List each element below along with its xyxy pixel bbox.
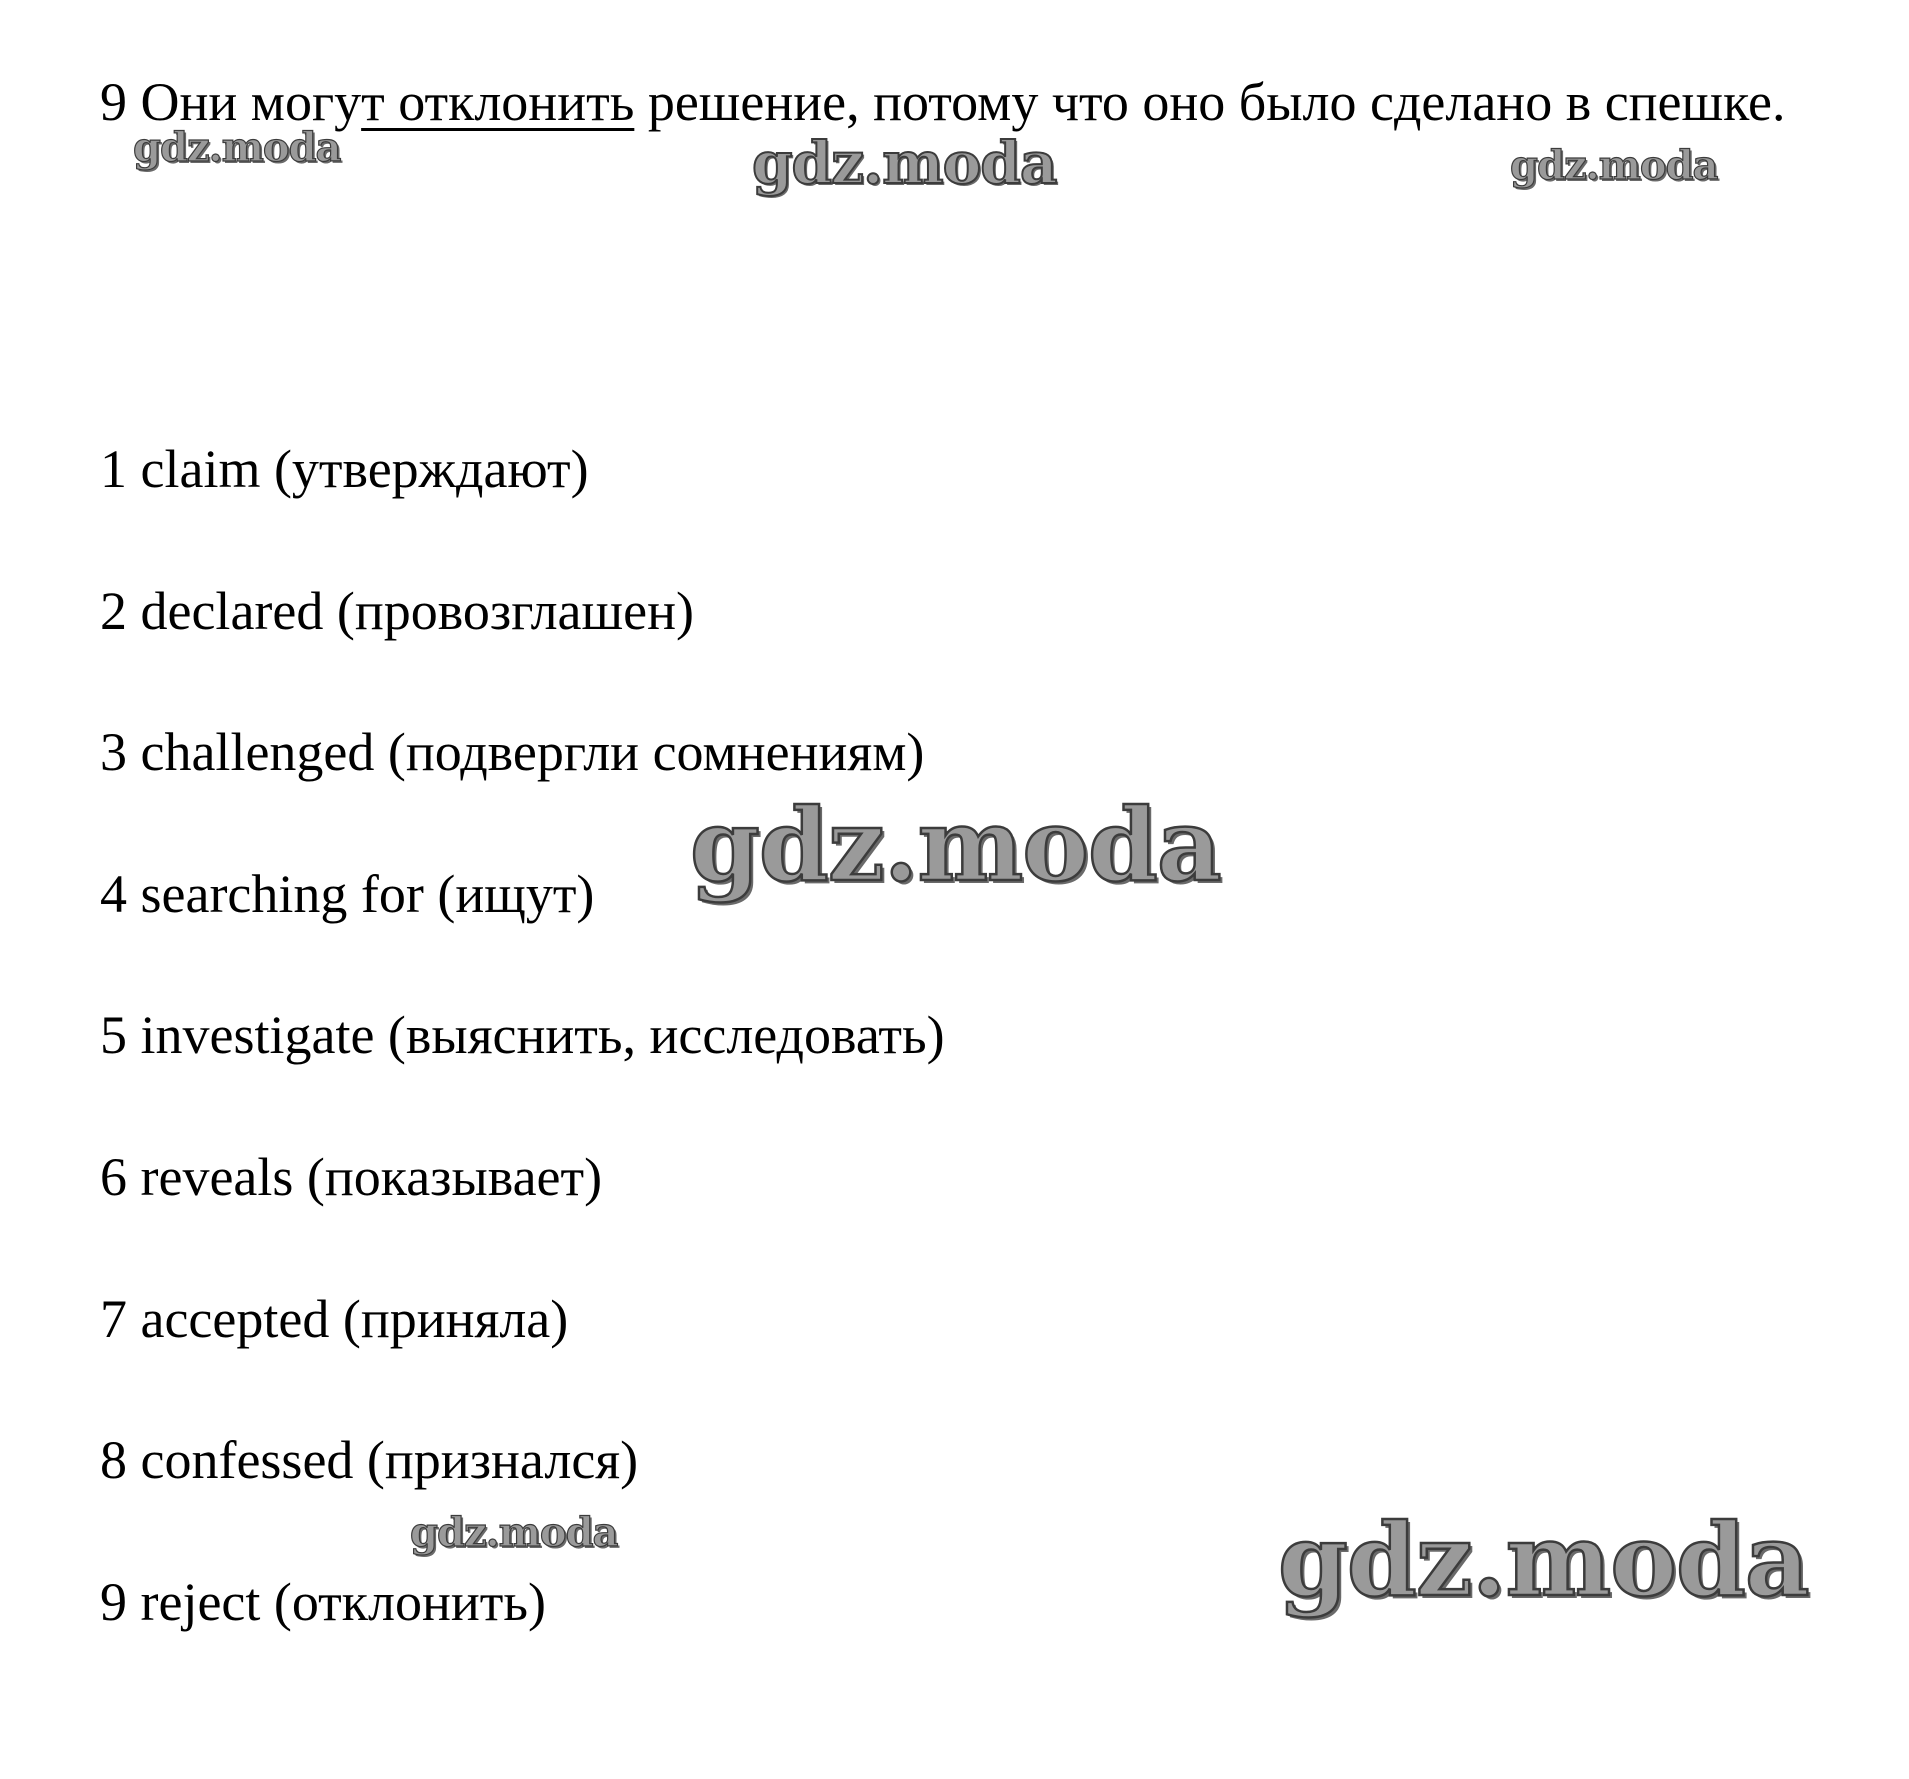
intro-number: 9 [100, 72, 127, 132]
intro-text-before: Они могу [127, 72, 362, 132]
watermark-logo: gdz.moda [410, 1509, 618, 1556]
intro-underlined-phrase: т отклонить [361, 72, 635, 132]
answer-item-6: 6 reveals (показывает) [100, 1147, 603, 1207]
intro-text-after: решение, потому что оно было сделано в спешке. [634, 72, 1786, 132]
answer-item-7: 7 accepted (приняла) [100, 1289, 569, 1349]
watermark-logo: gdz.moda [752, 129, 1057, 197]
watermark-logo: gdz.moda [133, 124, 341, 171]
watermark-logo: gdz.moda [1278, 1501, 1809, 1619]
answer-item-1: 1 claim (утверждают) [100, 439, 589, 499]
answer-item-9: 9 reject (отклонить) [100, 1572, 546, 1632]
answer-item-5: 5 investigate (выяснить, исследовать) [100, 1005, 945, 1065]
answer-item-3: 3 challenged (подвергли сомнениям) [100, 722, 925, 782]
watermark-logo: gdz.moda [1510, 142, 1718, 189]
watermark-logo: gdz.moda [690, 786, 1221, 904]
answer-item-8: 8 confessed (признался) [100, 1430, 639, 1490]
answer-item-2: 2 declared (провозглашен) [100, 581, 694, 641]
answer-item-4: 4 searching for (ищут) [100, 864, 595, 924]
